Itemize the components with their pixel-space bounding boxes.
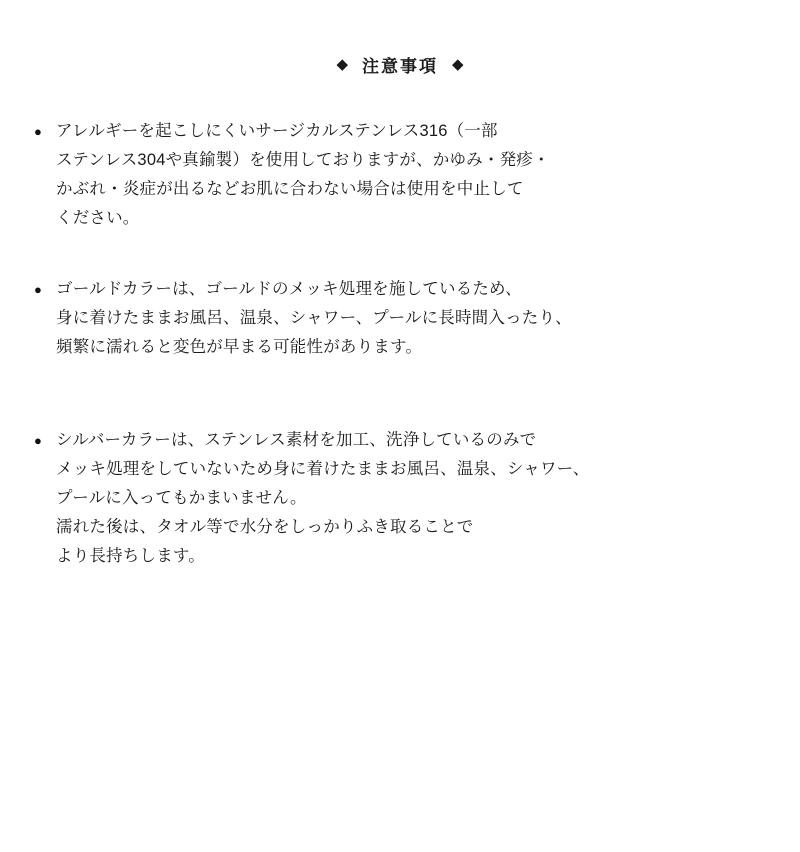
notice-line: メッキ処理をしていないため身に着けたままお風呂、温泉、シャワー、 (56, 460, 590, 478)
page-title-text: 注意事項 (362, 57, 438, 76)
bullet-icon: ● (34, 433, 42, 448)
notice-text-block (56, 117, 766, 233)
notice-line: かぶれ・炎症が出るなどお肌に合わない場合は使用を中止して (56, 180, 524, 198)
notice-line: より長持ちします。 (56, 547, 205, 565)
list-item (34, 117, 766, 233)
notice-list (0, 117, 800, 571)
notice-text-block (56, 426, 766, 571)
notice-page (0, 52, 800, 852)
diamond-right-icon: ◆ (452, 56, 464, 73)
list-item (34, 275, 766, 362)
notice-line: アレルギーを起こしにくいサージカルステンレス316（一部 (56, 122, 498, 140)
notice-line: プールに入ってもかまいません。 (56, 489, 307, 507)
notice-line: シルバーカラーは、ステンレス素材を加工、洗浄しているのみで (56, 431, 537, 449)
notice-text-block (56, 275, 766, 362)
page-title (0, 52, 800, 77)
notice-line: 頻繁に濡れると変色が早まる可能性があります。 (56, 338, 423, 356)
notice-line: 身に着けたままお風呂、温泉、シャワー、プールに長時間入ったり、 (56, 309, 572, 327)
list-item (34, 426, 766, 571)
notice-line: ゴールドカラーは、ゴールドのメッキ処理を施しているため、 (56, 280, 522, 298)
notice-line: 濡れた後は、タオル等で水分をしっかりふき取ることで (56, 518, 474, 536)
bullet-icon: ● (34, 282, 42, 297)
notice-line: ステンレス304や真鍮製）を使用しておりますが、かゆみ・発疹・ (56, 151, 550, 169)
bullet-icon: ● (34, 124, 42, 139)
diamond-left-icon: ◆ (336, 56, 348, 73)
notice-line: ください。 (56, 209, 140, 227)
